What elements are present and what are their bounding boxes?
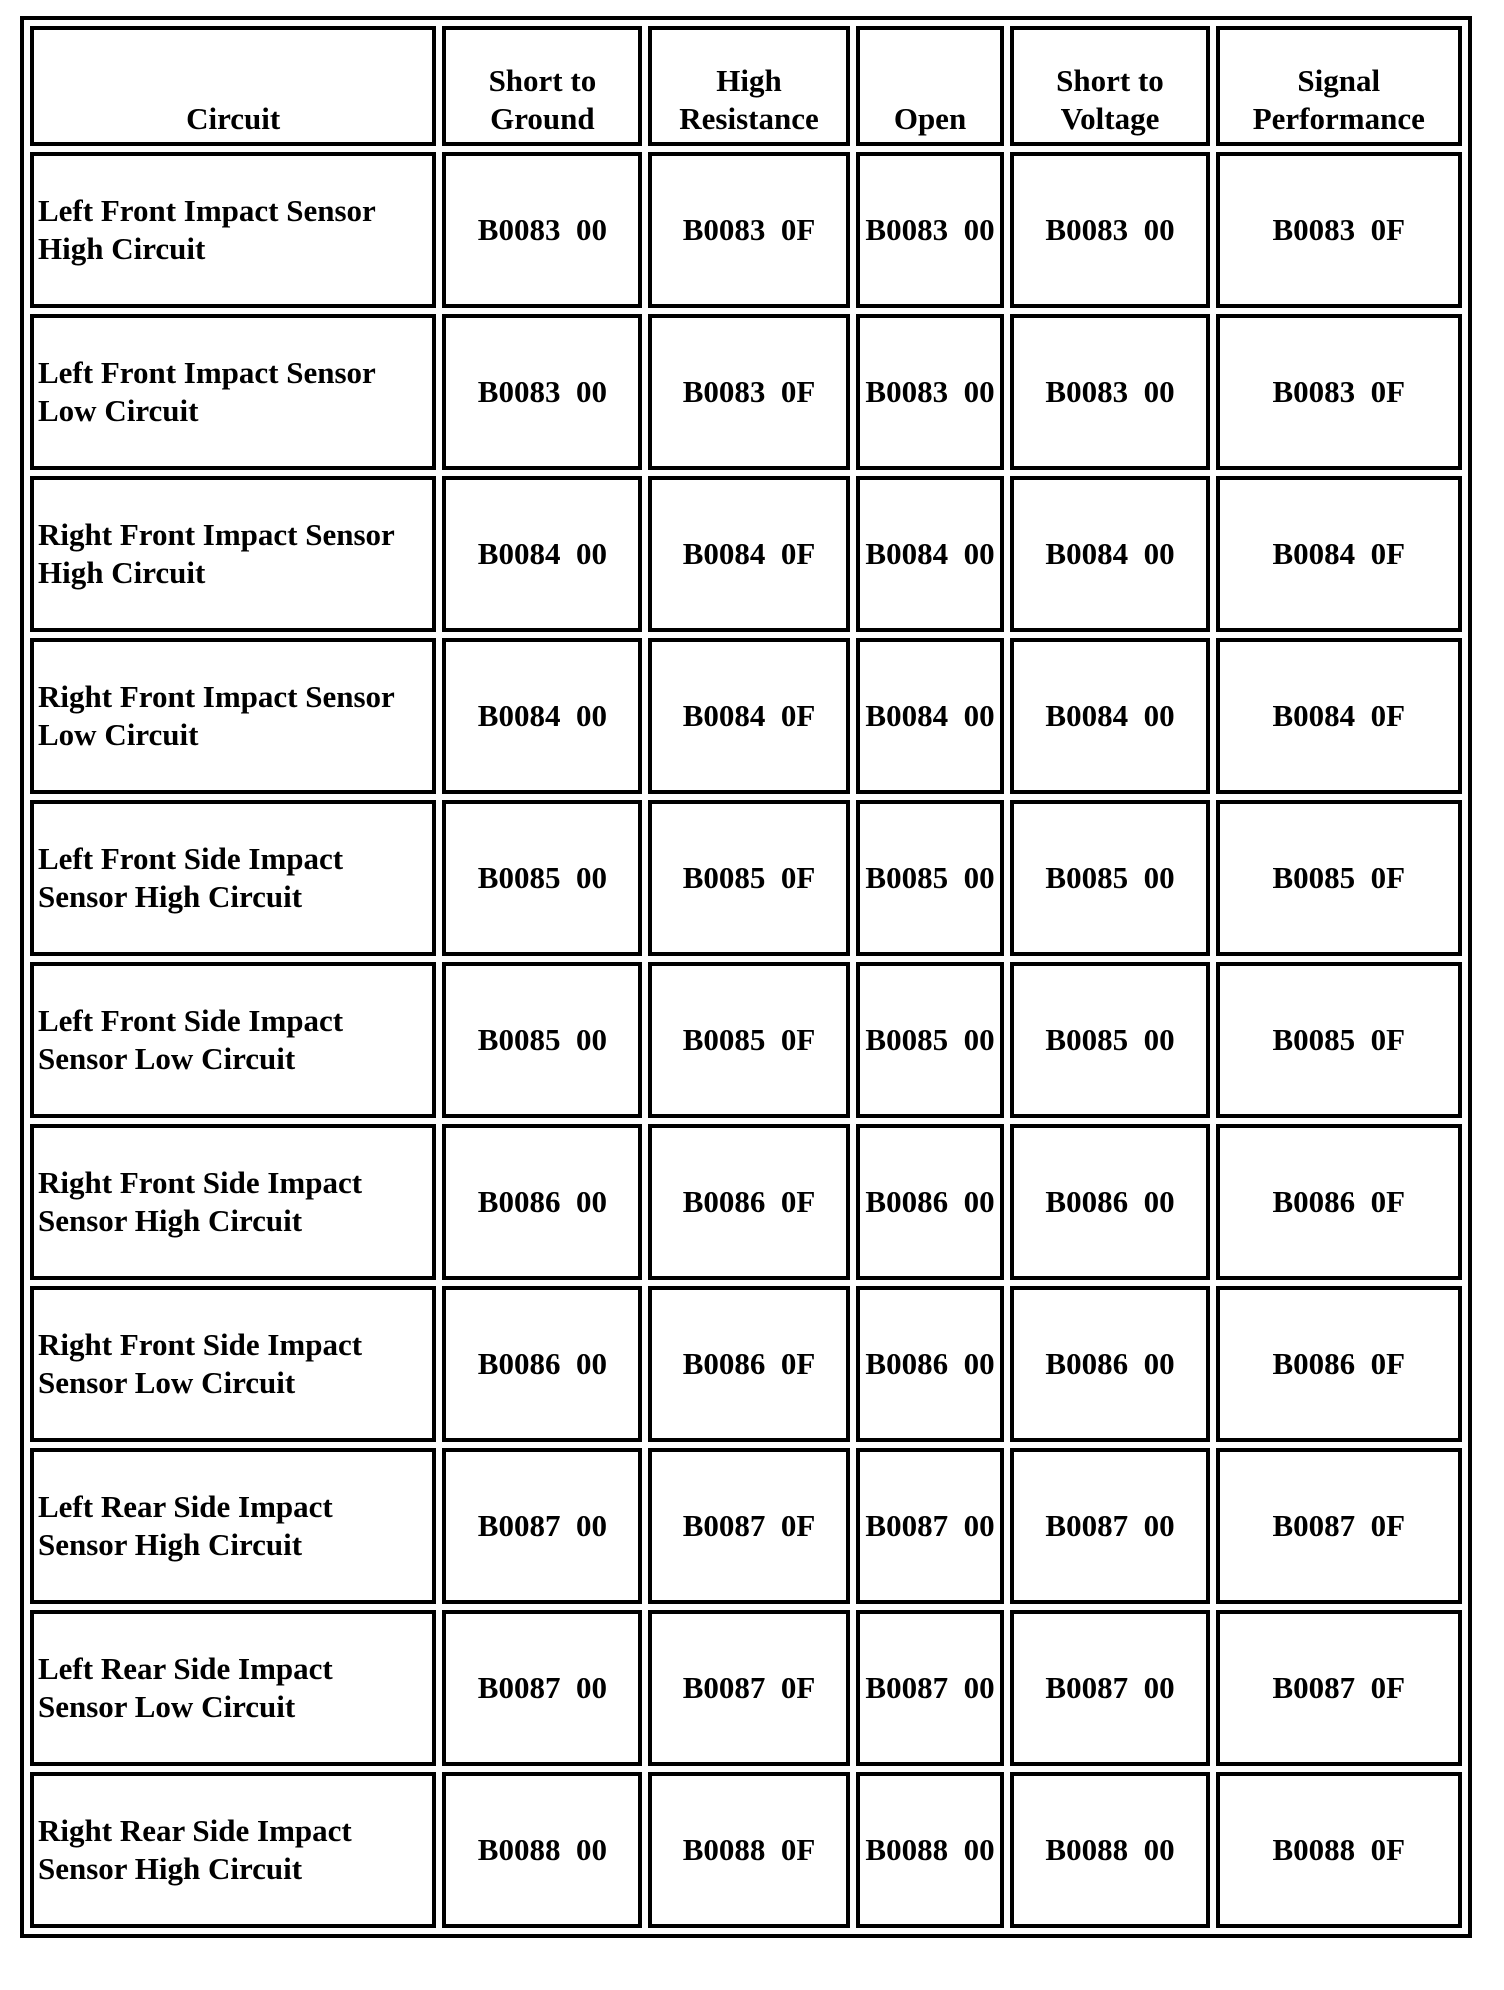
table-row <box>30 314 1462 470</box>
header-signal-performance: Signal Performance <box>1216 26 1462 146</box>
header-short-to-voltage: Short to Voltage <box>1010 26 1209 146</box>
high-resistance-cell: B0086 0F <box>648 1286 849 1442</box>
high-resistance-cell: B0085 0F <box>648 800 849 956</box>
high-resistance-cell: B0083 0F <box>648 152 849 308</box>
dtc-table-frame <box>20 16 1472 1938</box>
short-to-voltage-cell: B0087 00 <box>1010 1448 1209 1604</box>
signal-performance-cell: B0083 0F <box>1216 152 1462 308</box>
signal-performance-cell: B0085 0F <box>1216 962 1462 1118</box>
short-to-ground-cell: B0084 00 <box>442 476 642 632</box>
circuit-cell: Left Rear Side Impact Sensor Low Circuit <box>30 1610 436 1766</box>
circuit-cell: Right Rear Side Impact Sensor High Circuit <box>30 1772 436 1928</box>
high-resistance-cell: B0086 0F <box>648 1124 849 1280</box>
table-row <box>30 152 1462 308</box>
circuit-cell: Right Front Impact Sensor Low Circuit <box>30 638 436 794</box>
circuit-cell: Left Front Impact Sensor High Circuit <box>30 152 436 308</box>
signal-performance-cell: B0084 0F <box>1216 476 1462 632</box>
table-row <box>30 800 1462 956</box>
header-row <box>30 26 1462 146</box>
header-circuit: Circuit <box>30 26 436 146</box>
short-to-ground-cell: B0084 00 <box>442 638 642 794</box>
circuit-cell: Right Front Side Impact Sensor Low Circuit <box>30 1286 436 1442</box>
high-resistance-cell: B0087 0F <box>648 1610 849 1766</box>
signal-performance-cell: B0083 0F <box>1216 314 1462 470</box>
short-to-voltage-cell: B0083 00 <box>1010 314 1209 470</box>
open-cell: B0085 00 <box>856 962 1005 1118</box>
signal-performance-cell: B0087 0F <box>1216 1448 1462 1604</box>
short-to-voltage-cell: B0086 00 <box>1010 1124 1209 1280</box>
dtc-table <box>24 20 1468 1934</box>
open-cell: B0087 00 <box>856 1610 1005 1766</box>
header-short-to-ground: Short to Ground <box>442 26 642 146</box>
high-resistance-cell: B0085 0F <box>648 962 849 1118</box>
circuit-cell: Left Front Impact Sensor Low Circuit <box>30 314 436 470</box>
short-to-voltage-cell: B0086 00 <box>1010 1286 1209 1442</box>
signal-performance-cell: B0087 0F <box>1216 1610 1462 1766</box>
table-row <box>30 1448 1462 1604</box>
open-cell: B0085 00 <box>856 800 1005 956</box>
open-cell: B0086 00 <box>856 1286 1005 1442</box>
open-cell: B0083 00 <box>856 152 1005 308</box>
signal-performance-cell: B0085 0F <box>1216 800 1462 956</box>
open-cell: B0087 00 <box>856 1448 1005 1604</box>
table-row <box>30 1124 1462 1280</box>
short-to-ground-cell: B0087 00 <box>442 1610 642 1766</box>
high-resistance-cell: B0084 0F <box>648 476 849 632</box>
short-to-voltage-cell: B0083 00 <box>1010 152 1209 308</box>
signal-performance-cell: B0086 0F <box>1216 1124 1462 1280</box>
short-to-voltage-cell: B0085 00 <box>1010 962 1209 1118</box>
signal-performance-cell: B0086 0F <box>1216 1286 1462 1442</box>
table-row <box>30 1610 1462 1766</box>
table-row <box>30 1772 1462 1928</box>
short-to-ground-cell: B0087 00 <box>442 1448 642 1604</box>
circuit-cell: Left Rear Side Impact Sensor High Circuit <box>30 1448 436 1604</box>
circuit-cell: Left Front Side Impact Sensor Low Circuit <box>30 962 436 1118</box>
circuit-cell: Right Front Side Impact Sensor High Circuit <box>30 1124 436 1280</box>
table-row <box>30 1286 1462 1442</box>
header-high-resistance: High Resistance <box>648 26 849 146</box>
open-cell: B0084 00 <box>856 638 1005 794</box>
short-to-voltage-cell: B0084 00 <box>1010 476 1209 632</box>
signal-performance-cell: B0084 0F <box>1216 638 1462 794</box>
short-to-ground-cell: B0085 00 <box>442 800 642 956</box>
header-open: Open <box>856 26 1005 146</box>
short-to-voltage-cell: B0088 00 <box>1010 1772 1209 1928</box>
short-to-voltage-cell: B0085 00 <box>1010 800 1209 956</box>
short-to-ground-cell: B0085 00 <box>442 962 642 1118</box>
short-to-voltage-cell: B0087 00 <box>1010 1610 1209 1766</box>
short-to-voltage-cell: B0084 00 <box>1010 638 1209 794</box>
high-resistance-cell: B0083 0F <box>648 314 849 470</box>
open-cell: B0084 00 <box>856 476 1005 632</box>
short-to-ground-cell: B0083 00 <box>442 152 642 308</box>
short-to-ground-cell: B0088 00 <box>442 1772 642 1928</box>
table-row <box>30 638 1462 794</box>
table-row <box>30 476 1462 632</box>
high-resistance-cell: B0084 0F <box>648 638 849 794</box>
short-to-ground-cell: B0086 00 <box>442 1124 642 1280</box>
open-cell: B0088 00 <box>856 1772 1005 1928</box>
circuit-cell: Left Front Side Impact Sensor High Circuit <box>30 800 436 956</box>
open-cell: B0083 00 <box>856 314 1005 470</box>
high-resistance-cell: B0088 0F <box>648 1772 849 1928</box>
open-cell: B0086 00 <box>856 1124 1005 1280</box>
circuit-cell: Right Front Impact Sensor High Circuit <box>30 476 436 632</box>
high-resistance-cell: B0087 0F <box>648 1448 849 1604</box>
short-to-ground-cell: B0083 00 <box>442 314 642 470</box>
short-to-ground-cell: B0086 00 <box>442 1286 642 1442</box>
signal-performance-cell: B0088 0F <box>1216 1772 1462 1928</box>
table-row <box>30 962 1462 1118</box>
